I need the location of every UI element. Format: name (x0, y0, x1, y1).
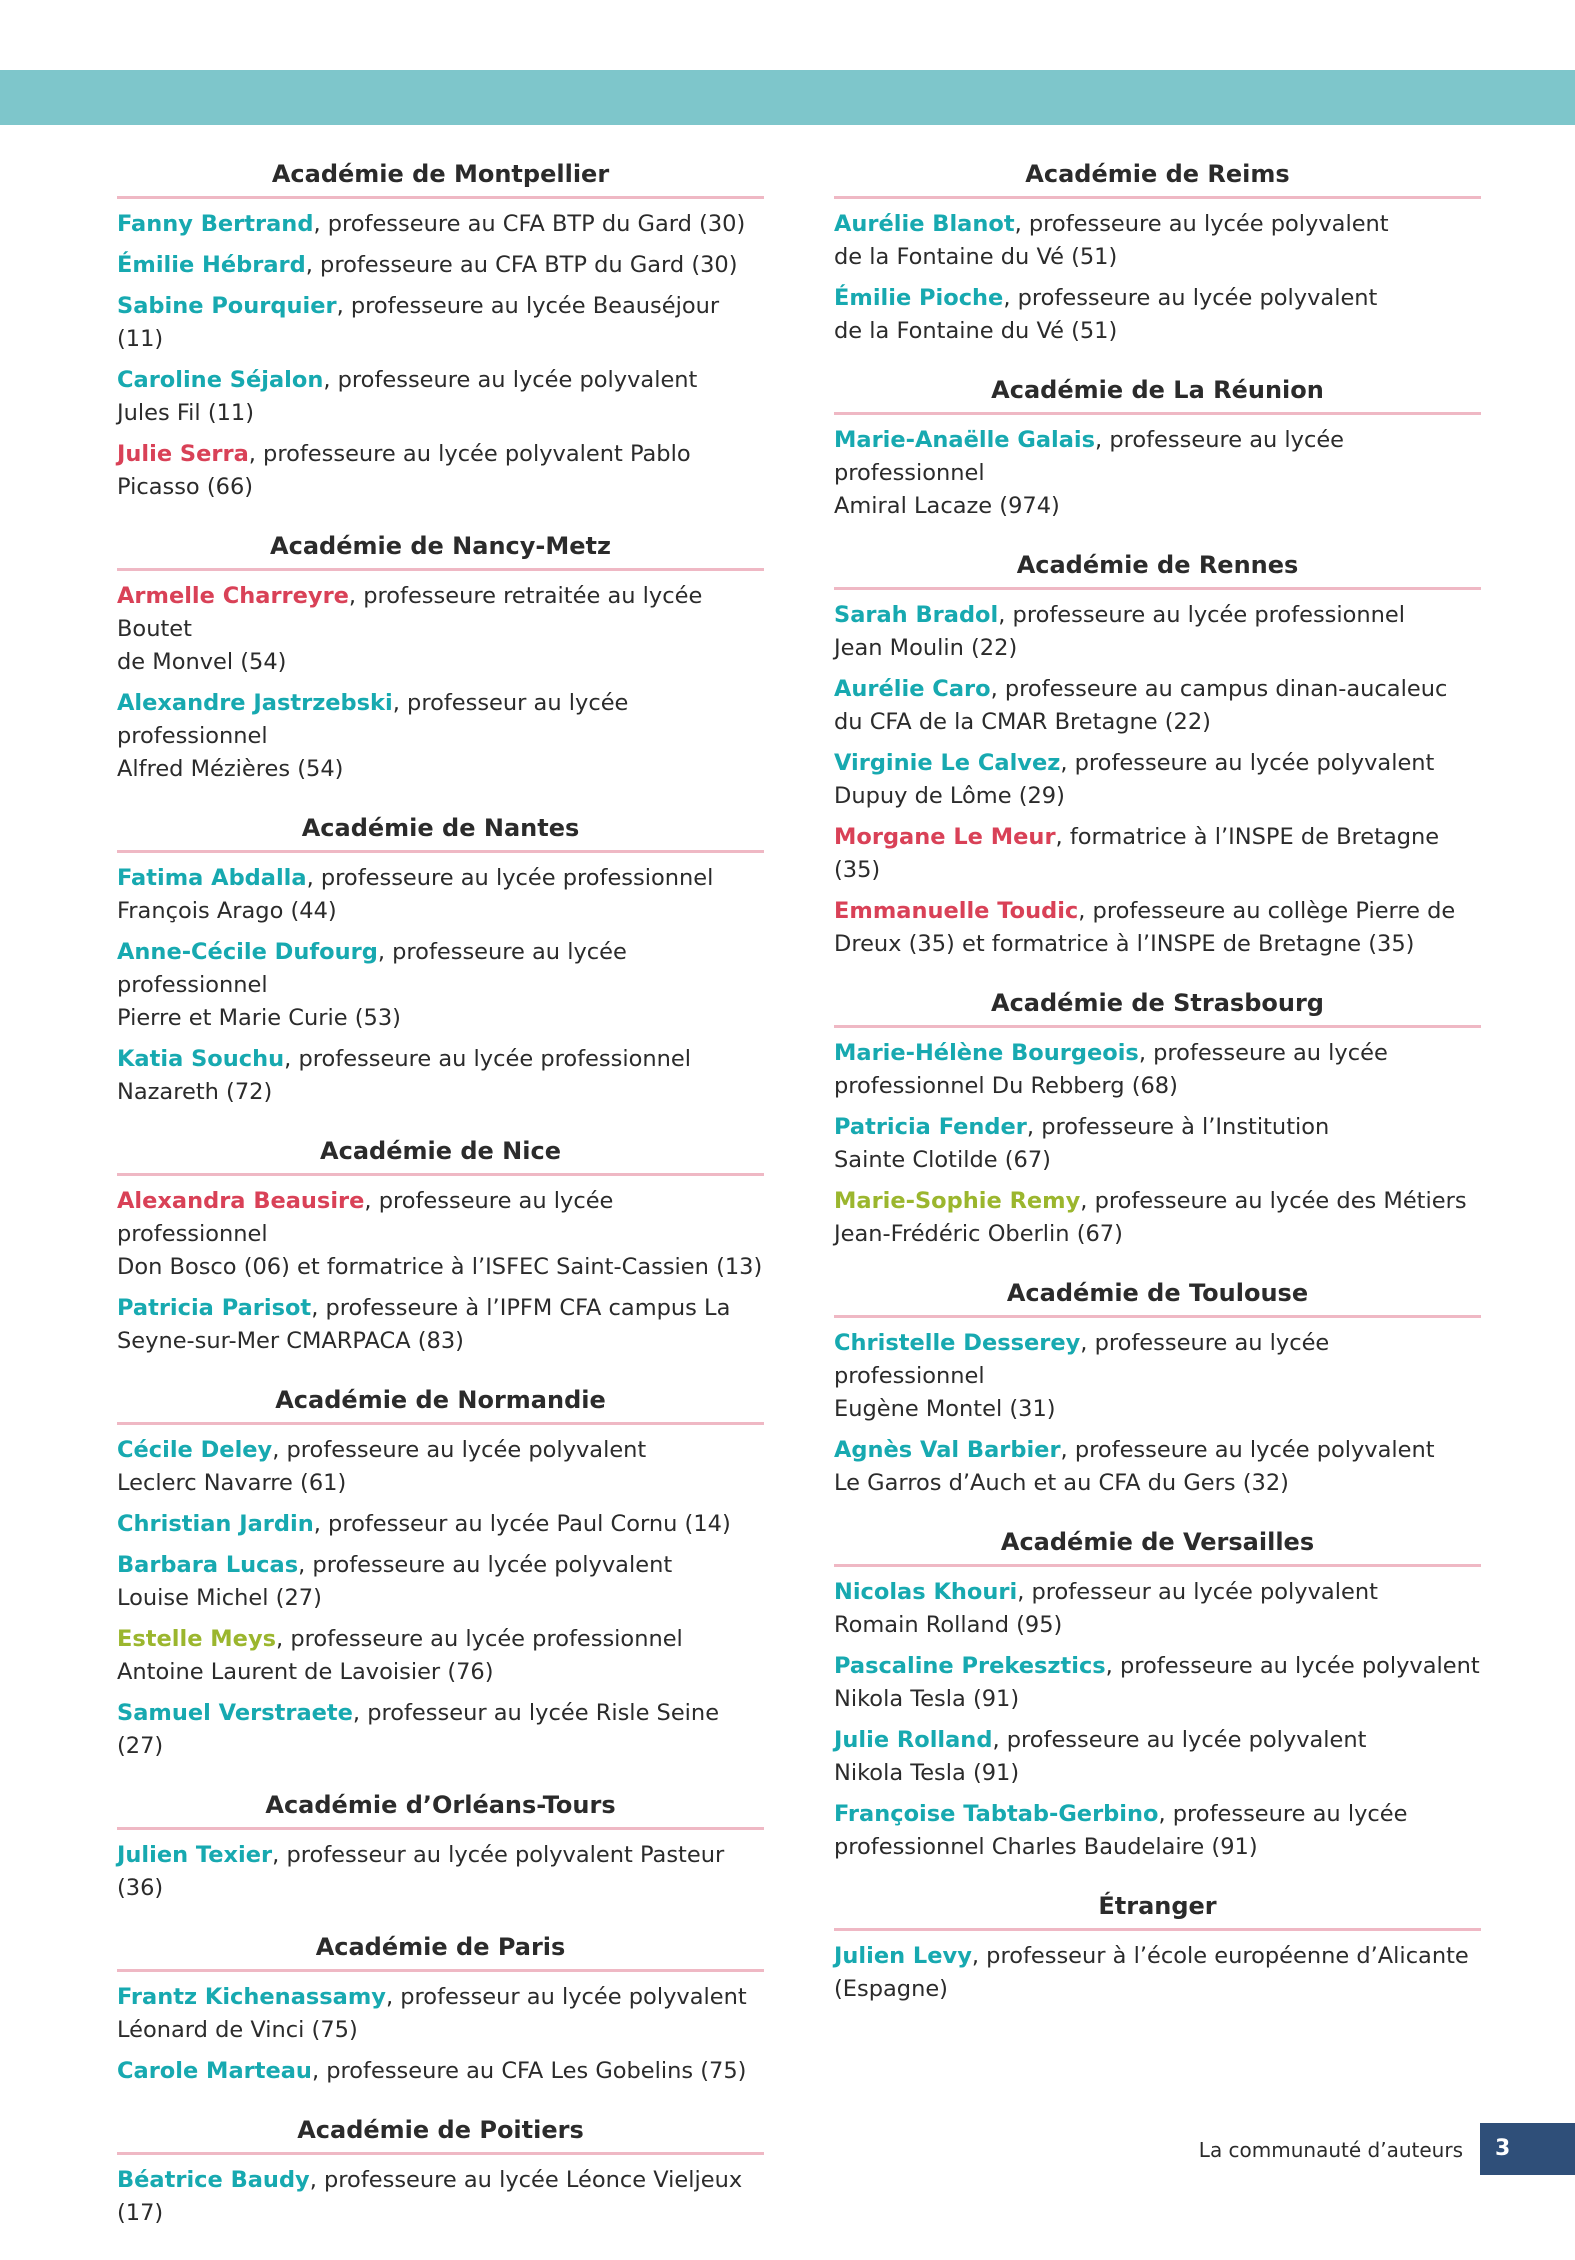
author-description-cont: Sainte Clotilde (67) (834, 1147, 1051, 1173)
academy-section (117, 1139, 764, 1358)
author-description: , professeur au lycée polyvalent (385, 1984, 747, 2010)
author-name: Christian Jardin (117, 1511, 314, 1537)
academy-section (834, 991, 1481, 1251)
author-name: Fatima Abdalla (117, 865, 307, 891)
author-entry (117, 1839, 764, 1905)
author-description-cont: (Espagne) (834, 1976, 948, 2002)
author-description: , professeure à l’Institution (1026, 1114, 1330, 1140)
author-name: Agnès Val Barbier (834, 1437, 1061, 1463)
author-description: , professeure au lycée polyvalent (1003, 285, 1378, 311)
author-description: , professeur au lycée polyvalent Pasteur (36) (117, 1842, 725, 1901)
author-description: , formatrice à l’INSPE de Bretagne (35) (834, 824, 1440, 883)
author-description-cont: professionnel Charles Baudelaire (91) (834, 1834, 1258, 1860)
author-description-cont: Nikola Tesla (91) (834, 1686, 1020, 1712)
section-title: Académie de Nice (117, 1139, 764, 1176)
author-description-cont: Jules Fil (11) (117, 400, 255, 426)
author-name: Julie Serra (117, 441, 249, 467)
author-name: Estelle Meys (117, 1626, 277, 1652)
section-title: Académie de La Réunion (834, 378, 1481, 415)
author-description-cont: Amiral Lacaze (974) (834, 493, 1060, 519)
author-description-cont: Romain Rolland (95) (834, 1612, 1063, 1638)
academy-section (117, 816, 764, 1109)
academy-section (834, 553, 1481, 961)
author-entry (834, 1434, 1481, 1500)
author-description: , professeure au lycée polyvalent (1105, 1653, 1480, 1679)
author-description: , professeure au lycée Beauséjour (11) (117, 293, 720, 352)
author-entry (834, 1185, 1481, 1251)
author-description: , professeur au lycée professionnel (117, 690, 629, 749)
author-description: , professeure au lycée professionnel (117, 939, 627, 998)
author-entry (117, 1508, 764, 1541)
author-entry (834, 1798, 1481, 1864)
author-description: , professeure au lycée polyvalent (298, 1552, 673, 1578)
author-name: Sabine Pourquier (117, 293, 337, 319)
author-entry (117, 1043, 764, 1109)
author-description-cont: Nazareth (72) (117, 1079, 273, 1105)
author-name: Julien Texier (117, 1842, 273, 1868)
author-description-cont: du CFA de la CMAR Bretagne (22) (834, 709, 1211, 735)
author-description-cont: Jean Moulin (22) (834, 635, 1018, 661)
author-entry (117, 687, 764, 786)
author-name: Fanny Bertrand (117, 211, 314, 237)
academy-section (117, 2118, 764, 2230)
author-name: Émilie Pioche (834, 285, 1004, 311)
author-entry (117, 438, 764, 504)
author-description-cont: Picasso (66) (117, 474, 254, 500)
author-description: , professeure au lycée professionnel (276, 1626, 683, 1652)
section-title: Académie de Poitiers (117, 2118, 764, 2155)
author-entry (117, 2164, 764, 2230)
author-description: , professeure au lycée professionnel (306, 865, 714, 891)
author-entry (117, 1292, 764, 1358)
author-description-cont: Eugène Montel (31) (834, 1396, 1056, 1422)
author-description: , professeure au CFA BTP du Gard (30) (305, 252, 738, 278)
right-column (834, 162, 1481, 2036)
section-title: Académie de Nantes (117, 816, 764, 853)
author-name: Frantz Kichenassamy (117, 1984, 386, 2010)
author-description: , professeure au lycée polyvalent (323, 367, 698, 393)
author-name: Armelle Charreyre (117, 583, 349, 609)
author-name: Caroline Séjalon (117, 367, 324, 393)
author-entry (117, 580, 764, 679)
author-description-cont: Dupuy de Lôme (29) (834, 783, 1065, 809)
left-column (117, 162, 764, 2260)
author-description: , professeur au lycée Risle Seine (27) (117, 1700, 720, 1759)
author-entry (117, 364, 764, 430)
author-entry (117, 2055, 764, 2088)
author-description-cont: François Arago (44) (117, 898, 337, 924)
author-description: , professeure au lycée polyvalent (992, 1727, 1367, 1753)
author-description: , professeure au lycée (1158, 1801, 1408, 1827)
author-entry (117, 862, 764, 928)
author-description-cont: de la Fontaine du Vé (51) (834, 318, 1118, 344)
section-title: Académie de Normandie (117, 1388, 764, 1425)
author-description: , professeure au collège Pierre de (1078, 898, 1456, 924)
author-name: Aurélie Blanot (834, 211, 1015, 237)
author-entry (117, 208, 764, 241)
author-description-cont: Alfred Mézières (54) (117, 756, 344, 782)
author-description: , professeure au lycée professionnel (117, 1188, 614, 1247)
author-entry (117, 1434, 764, 1500)
author-description: , professeure au lycée professionnel (284, 1046, 691, 1072)
author-name: Christelle Desserey (834, 1330, 1081, 1356)
author-name: Marie-Hélène Bourgeois (834, 1040, 1139, 1066)
author-description: , professeure retraitée au lycée Boutet (117, 583, 703, 642)
author-entry (117, 936, 764, 1035)
author-description: , professeur à l’école européenne d’Alicante (971, 1943, 1469, 1969)
academy-section (834, 1894, 1481, 2006)
author-name: Sarah Bradol (834, 602, 999, 628)
academy-section (834, 1281, 1481, 1500)
author-entry (834, 821, 1481, 887)
author-entry (117, 249, 764, 282)
author-entry (834, 208, 1481, 274)
author-description-cont: Louise Michel (27) (117, 1585, 322, 1611)
author-description-cont: professionnel Du Rebberg (68) (834, 1073, 1178, 1099)
section-title: Académie de Reims (834, 162, 1481, 199)
author-name: Barbara Lucas (117, 1552, 299, 1578)
author-description: , professeure au lycée professionnel (834, 427, 1345, 486)
author-entry (117, 290, 764, 356)
author-name: Patricia Parisot (117, 1295, 312, 1321)
author-description: , professeure au lycée polyvalent (1060, 1437, 1435, 1463)
author-entry (834, 1037, 1481, 1103)
author-description-cont: Leclerc Navarre (61) (117, 1470, 347, 1496)
academy-section (117, 1388, 764, 1763)
author-name: Alexandre Jastrzebski (117, 690, 393, 716)
author-name: Virginie Le Calvez (834, 750, 1061, 776)
author-name: Cécile Deley (117, 1437, 273, 1463)
footer-title: La communauté d’auteurs (1198, 2138, 1463, 2162)
author-name: Nicolas Khouri (834, 1579, 1018, 1605)
academy-section (117, 1793, 764, 1905)
author-name: Françoise Tabtab-Gerbino (834, 1801, 1159, 1827)
author-description-cont: Antoine Laurent de Lavoisier (76) (117, 1659, 494, 1685)
author-description-cont: Le Garros d’Auch et au CFA du Gers (32) (834, 1470, 1289, 1496)
author-description: , professeure au CFA Les Gobelins (75) (311, 2058, 747, 2084)
academy-section (117, 162, 764, 504)
author-name: Pascaline Prekesztics (834, 1653, 1106, 1679)
author-description: , professeure au lycée polyvalent (272, 1437, 647, 1463)
author-description-cont: Nikola Tesla (91) (834, 1760, 1020, 1786)
author-description: , professeur au lycée polyvalent (1017, 1579, 1378, 1605)
author-entry (117, 1549, 764, 1615)
author-entry (834, 1940, 1481, 2006)
author-name: Émilie Hébrard (117, 252, 306, 278)
section-title: Académie de Montpellier (117, 162, 764, 199)
section-title: Académie de Nancy-Metz (117, 534, 764, 571)
author-entry (834, 895, 1481, 961)
author-description-cont: Don Bosco (06) et formatrice à l’ISFEC Saint-Cassien (13) (117, 1254, 763, 1280)
header-band (0, 70, 1575, 125)
author-name: Julien Levy (834, 1943, 972, 1969)
author-description-cont: de Monvel (54) (117, 649, 287, 675)
section-title: Académie de Rennes (834, 553, 1481, 590)
author-entry (117, 1185, 764, 1284)
author-entry (834, 282, 1481, 348)
author-name: Morgane Le Meur (834, 824, 1056, 850)
author-name: Marie-Sophie Remy (834, 1188, 1081, 1214)
author-description: , professeure au lycée polyvalent Pablo (248, 441, 691, 467)
author-description: , professeure à l’IPFM CFA campus La (311, 1295, 731, 1321)
author-description: , professeure au campus dinan-aucaleuc (990, 676, 1448, 702)
author-entry (834, 1576, 1481, 1642)
author-entry (834, 599, 1481, 665)
author-description-cont: Jean-Frédéric Oberlin (67) (834, 1221, 1123, 1247)
author-name: Samuel Verstraete (117, 1700, 353, 1726)
page-number: 3 (1480, 2123, 1575, 2175)
author-entry (834, 1111, 1481, 1177)
section-title: Académie de Versailles (834, 1530, 1481, 1567)
author-entry (117, 1623, 764, 1689)
author-description-cont: Dreux (35) et formatrice à l’INSPE de Bretagne (35) (834, 931, 1415, 957)
author-entry (117, 1981, 764, 2047)
section-title: Académie d’Orléans-Tours (117, 1793, 764, 1830)
academy-section (834, 162, 1481, 348)
academy-section (834, 378, 1481, 523)
author-description-cont: Léonard de Vinci (75) (117, 2017, 358, 2043)
author-description-cont: Pierre et Marie Curie (53) (117, 1005, 401, 1031)
author-description: , professeure au lycée des Métiers (1080, 1188, 1467, 1214)
section-title: Académie de Paris (117, 1935, 764, 1972)
author-description: , professeure au lycée polyvalent (1014, 211, 1389, 237)
author-entry (834, 673, 1481, 739)
author-entry (834, 1327, 1481, 1426)
author-entry (834, 424, 1481, 523)
author-description: , professeure au lycée Léonce Vieljeux (17) (117, 2167, 743, 2226)
author-entry (117, 1697, 764, 1763)
author-name: Anne-Cécile Dufourg (117, 939, 378, 965)
author-description-cont: Seyne-sur-Mer CMARPACA (83) (117, 1328, 464, 1354)
academy-section (117, 1935, 764, 2088)
author-description: , professeure au CFA BTP du Gard (30) (313, 211, 746, 237)
section-title: Académie de Toulouse (834, 1281, 1481, 1318)
author-description: , professeure au lycée professionnel (834, 1330, 1330, 1389)
author-name: Julie Rolland (834, 1727, 993, 1753)
author-name: Carole Marteau (117, 2058, 312, 2084)
author-name: Emmanuelle Toudic (834, 898, 1079, 924)
author-entry (834, 1724, 1481, 1790)
author-name: Katia Souchu (117, 1046, 285, 1072)
author-name: Béatrice Baudy (117, 2167, 310, 2193)
section-title: Académie de Strasbourg (834, 991, 1481, 1028)
academy-section (834, 1530, 1481, 1864)
author-description: , professeure au lycée polyvalent (1060, 750, 1435, 776)
author-name: Alexandra Beausire (117, 1188, 365, 1214)
author-description-cont: de la Fontaine du Vé (51) (834, 244, 1118, 270)
author-name: Marie-Anaëlle Galais (834, 427, 1096, 453)
academy-section (117, 534, 764, 786)
author-description: , professeure au lycée professionnel (998, 602, 1406, 628)
author-name: Patricia Fender (834, 1114, 1027, 1140)
author-entry (834, 1650, 1481, 1716)
author-description: , professeure au lycée (1138, 1040, 1388, 1066)
author-description: , professeur au lycée Paul Cornu (14) (313, 1511, 731, 1537)
author-name: Aurélie Caro (834, 676, 991, 702)
author-entry (834, 747, 1481, 813)
section-title: Étranger (834, 1894, 1481, 1931)
